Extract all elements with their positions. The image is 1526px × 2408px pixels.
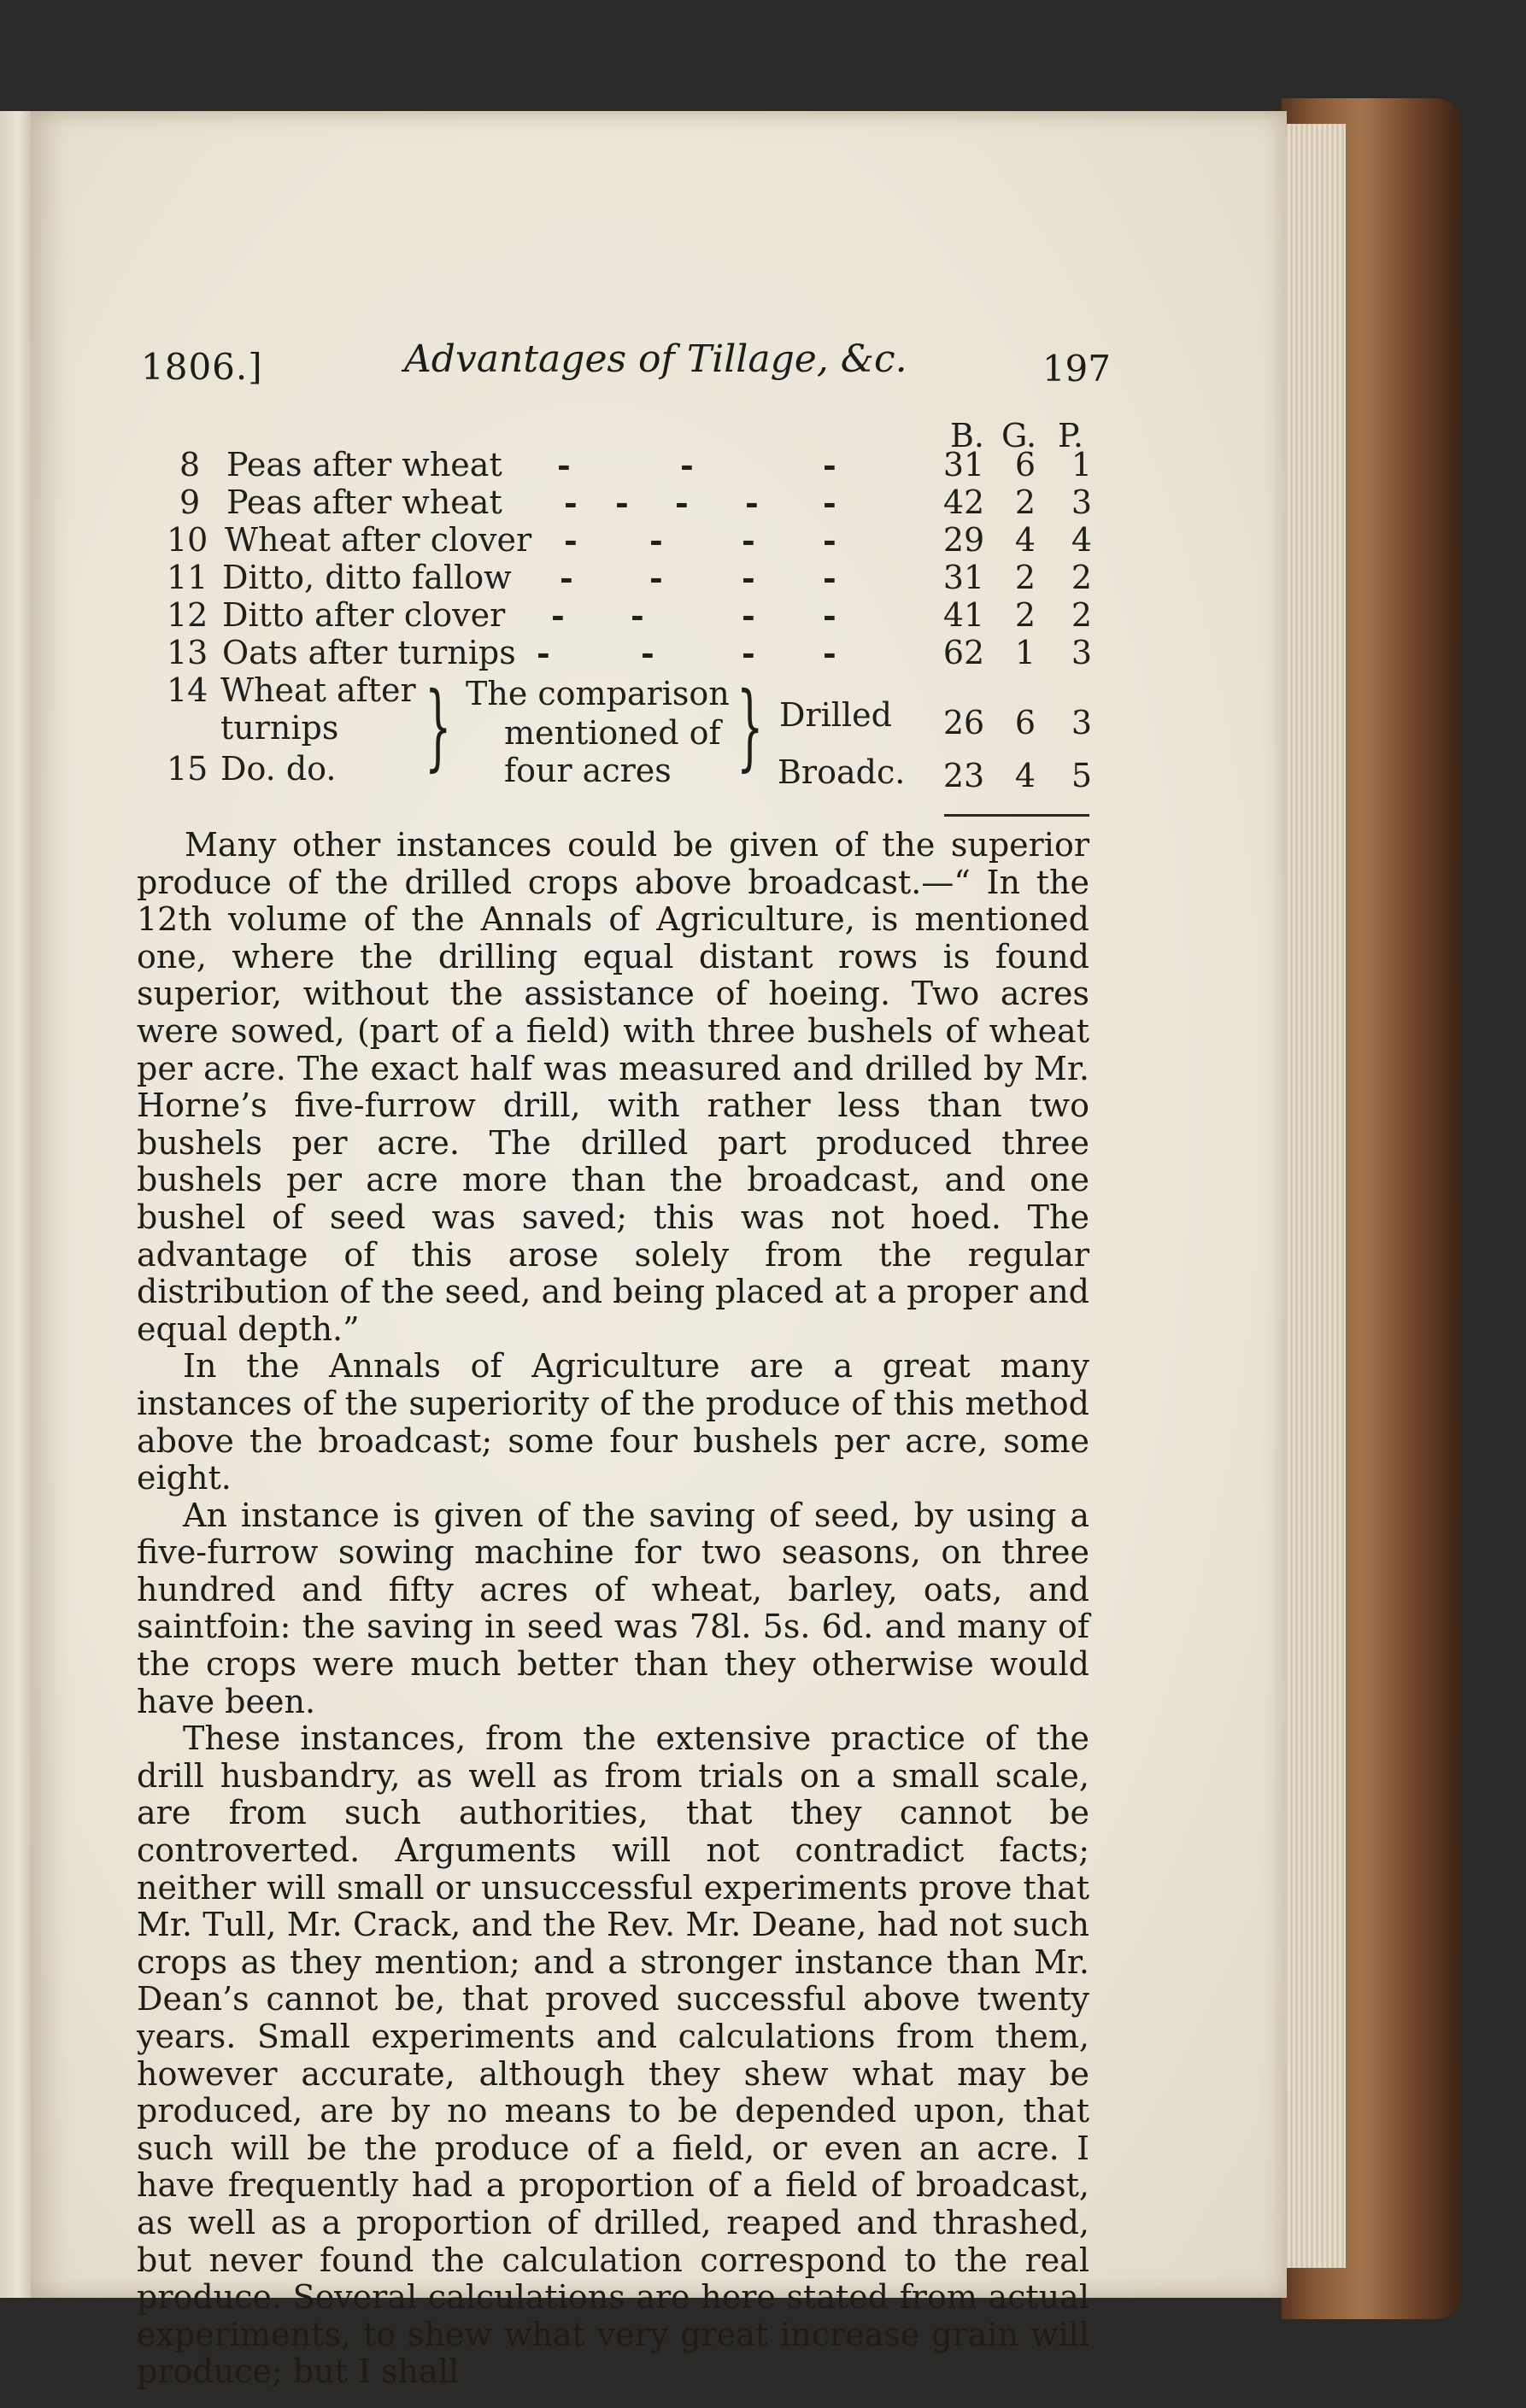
leader-dash: - xyxy=(557,446,571,484)
leader-dash: - xyxy=(649,521,663,560)
leader-dash: - xyxy=(680,446,694,484)
leader-dash: - xyxy=(564,483,578,522)
cell-g: 2 xyxy=(1014,596,1036,634)
leader-dash: - xyxy=(742,521,755,560)
comparison-line: mentioned of xyxy=(504,714,721,752)
cell-p: 2 xyxy=(1071,559,1093,596)
cell-p: 3 xyxy=(1071,704,1093,741)
cell-p: 3 xyxy=(1071,483,1093,521)
leader-dash: - xyxy=(742,634,755,672)
cell-g: 4 xyxy=(1014,757,1036,794)
row-label: Peas after wheat xyxy=(226,483,502,521)
leader-dash: - xyxy=(823,483,836,522)
cell-p: 3 xyxy=(1071,634,1093,671)
paragraph: In the Annals of Agriculture are a great many instances of the superiority of the produce of this method above the broadcast; some four bushels per acre, some eight. xyxy=(137,1347,1089,1497)
leader-dash: - xyxy=(631,596,644,635)
leader-dash: - xyxy=(823,634,836,672)
row-label: Do. do. xyxy=(220,750,337,788)
col-header-b: B. xyxy=(950,417,985,454)
leader-dash: - xyxy=(823,446,836,484)
table-rule xyxy=(944,814,1089,817)
cell-p: 2 xyxy=(1071,596,1093,634)
leader-dash: - xyxy=(675,483,689,522)
row-number: 8 xyxy=(179,446,201,483)
cell-g: 1 xyxy=(1014,634,1036,671)
comparison-line: The comparison xyxy=(466,675,730,712)
leader-dash: - xyxy=(742,559,755,597)
leader-dash: - xyxy=(641,634,654,672)
page-number: 197 xyxy=(1042,348,1111,390)
cell-b: 31 xyxy=(942,446,985,483)
header-year: 1806.] xyxy=(141,346,263,388)
row-number: 14 xyxy=(167,671,208,709)
cell-b: 26 xyxy=(942,704,985,741)
row-label-continued: turnips xyxy=(220,709,339,747)
leader-dash: - xyxy=(564,521,578,560)
header-title: Advantages of Tillage, &c. xyxy=(404,337,907,381)
cell-b: 41 xyxy=(942,596,985,634)
cell-p: 1 xyxy=(1071,446,1093,483)
row-label: Wheat after clover xyxy=(225,521,532,559)
row-label: Ditto after clover xyxy=(222,596,506,634)
cell-g: 6 xyxy=(1014,704,1036,741)
right-brace: } xyxy=(737,671,764,781)
cell-g: 6 xyxy=(1014,446,1036,483)
leader-dash: - xyxy=(823,596,836,635)
leader-dash: - xyxy=(742,596,755,635)
cell-b: 42 xyxy=(942,483,985,521)
row-number: 15 xyxy=(167,750,208,788)
leader-dash: - xyxy=(649,559,663,597)
row-label: Ditto, ditto fallow xyxy=(222,559,512,596)
cell-g: 2 xyxy=(1014,559,1036,596)
leader-dash: - xyxy=(560,559,573,597)
paragraph: Many other instances could be given of the superior produce of the drilled crops above broadcast.—“ In the 12th volume of the Annals of Agriculture, is mentioned one, where the drilling equal distant rows is found superior, without the assistance of hoeing. Two acres were sowed, (part of a field) with three bushels of wheat per acre. The exact half was measured and drilled by Mr. Horne’s five-furrow drill, with rather less than two bushels per acre. The drilled part produced three bushels per acre more than the broadcast, and one bushel of seed was saved; this was not hoed. The advantage of this arose solely from the regular distribution of the seed, and being placed at a proper and equal depth.” xyxy=(137,826,1089,1348)
row-number: 13 xyxy=(167,634,208,671)
row-number: 12 xyxy=(167,596,208,634)
row-number: 10 xyxy=(167,521,208,559)
method-drilled: Drilled xyxy=(779,696,892,734)
row-number: 9 xyxy=(179,483,201,521)
left-brace: } xyxy=(425,671,452,781)
comparison-line: four acres xyxy=(504,752,672,789)
paragraph: An instance is given of the saving of seed, by using a five-furrow sowing machine for two seasons, on three hundred and fifty acres of wheat, barley, oats, and saintfoin: the saving in seed was 78l. 5s. 6d. and many of the crops were much better than they otherwise would have been. xyxy=(137,1496,1089,1720)
row-label: Oats after turnips xyxy=(222,634,516,671)
col-header-p: P. xyxy=(1058,417,1083,454)
cell-b: 23 xyxy=(942,757,985,794)
cell-p: 4 xyxy=(1071,521,1093,559)
cell-b: 31 xyxy=(942,559,985,596)
leader-dash: - xyxy=(823,521,836,560)
row-number: 11 xyxy=(167,559,208,596)
yield-table xyxy=(0,0,1526,854)
cell-p: 5 xyxy=(1071,757,1093,794)
paragraph: These instances, from the extensive practice of the drill husbandry, as well as from trials on a small scale, are from such authorities, that they cannot be controverted. Arguments will not contradict facts; neither will small or unsuccessful experiments prove that Mr. Tull, Mr. Crack, and the Rev. Mr. Deane, had not such crops as they mention; and a stronger instance than Mr. Dean’s cannot be, that proved successful above twenty years. Small experiments and calculations from them, however accurate, although they shew what may be produced, are by no means to be depended upon, that such will be the produce of a field, or even an acre. I have frequently had a proportion of a field of broadcast, as well as a proportion of drilled, reaped and thrashed, but never found the calculation correspond to the real produce. Several calculations are here stated from actual experiments, to shew what very great increase grain will produce; but I shall xyxy=(137,1720,1089,2391)
cell-g: 2 xyxy=(1014,483,1036,521)
cell-b: 29 xyxy=(942,521,985,559)
method-broadcast: Broadc. xyxy=(778,753,906,791)
leader-dash: - xyxy=(823,559,836,597)
col-header-g: G. xyxy=(1001,417,1037,454)
leader-dash: - xyxy=(537,634,550,672)
leader-dash: - xyxy=(551,596,565,635)
leader-dash: - xyxy=(615,483,629,522)
leader-dash: - xyxy=(745,483,759,522)
cell-g: 4 xyxy=(1014,521,1036,559)
body-text xyxy=(137,827,1089,2391)
row-label: Peas after wheat xyxy=(226,446,502,483)
row-label: Wheat after xyxy=(220,671,416,709)
cell-b: 62 xyxy=(942,634,985,671)
